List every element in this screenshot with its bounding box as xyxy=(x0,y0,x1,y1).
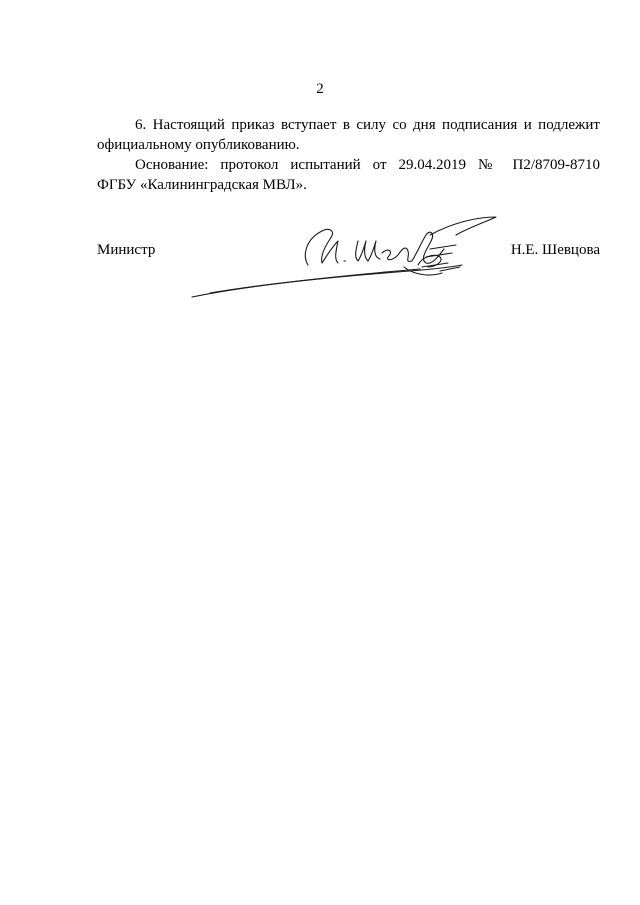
paragraph-line: ФГБУ «Калининградская МВЛ». xyxy=(97,177,307,193)
page-number: 2 xyxy=(316,81,324,97)
paragraph-basis xyxy=(97,155,600,195)
paragraph-line: Основание: протокол испытаний от 29.04.2019 № П2/8709-8710 xyxy=(135,157,600,173)
paragraph-effective-date xyxy=(97,115,600,155)
signatory-name: Н.Е. Шевцова xyxy=(510,242,600,258)
signatory-title: Министр xyxy=(97,242,156,258)
paragraph-line: официальному опубликованию. xyxy=(97,137,300,153)
handwritten-signature xyxy=(190,205,510,305)
paragraph-line: 6. Настоящий приказ вступает в силу со дня подписания и подлежит xyxy=(135,117,600,133)
